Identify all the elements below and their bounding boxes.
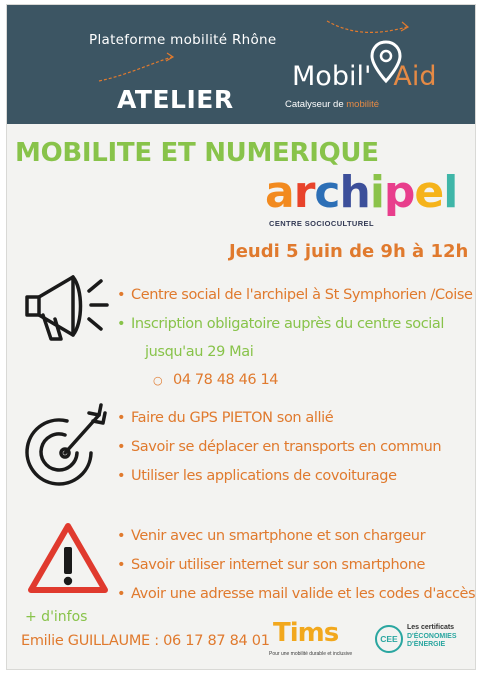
cee-line-3: D'ÉNERGIE <box>407 641 446 648</box>
archipel-letter: a <box>265 167 294 218</box>
email-text: Avoir une adresse mail valide et les codes d'accès <box>131 586 476 602</box>
list-item-gps: • Faire du GPS PIETON son allié <box>117 410 334 426</box>
main-title: MOBILITE ET NUMERIQUE <box>15 138 379 168</box>
list-item-covoiturage: • Utiliser les applications de covoiturage <box>117 468 397 484</box>
transports-text: Savoir se déplacer en transports en commun <box>131 439 442 455</box>
archipel-letter: i <box>369 167 384 218</box>
logo-tagline <box>285 99 379 110</box>
more-info-label: + d'infos <box>25 609 88 625</box>
archipel-letter: c <box>314 167 340 218</box>
gps-text: Faire du GPS PIETON son allié <box>131 410 334 426</box>
archipel-letter: r <box>293 167 315 218</box>
list-item-internet: • Savoir utiliser internet sur son smartphone <box>117 557 426 573</box>
archipel-subtitle: CENTRE SOCIOCULTUREL <box>269 219 374 228</box>
logo-tagline-b: mobilité <box>346 99 380 110</box>
archipel-logo <box>265 167 458 218</box>
list-item-inscription: • Inscription obligatoire auprès du centre social <box>117 316 445 332</box>
list-item-transports: • Savoir se déplacer en transports en commun <box>117 439 442 455</box>
smartphone-text: Venir avec un smartphone et son chargeur <box>131 528 426 544</box>
event-date: Jeudi 5 juin de 9h à 12h <box>229 241 469 262</box>
logo-aid-text: Aid <box>393 61 437 92</box>
cee-logo-text <box>407 624 471 650</box>
warning-icon <box>25 520 111 598</box>
logo-tagline-a: Catalyseur de <box>285 99 347 110</box>
location-text: Centre social de l'archipel à St Symphorien /Coise <box>131 287 473 303</box>
contact-line: Emilie GUILLAUME : 06 17 87 84 01 <box>21 633 270 649</box>
list-item-email: • Avoir une adresse mail valide et les codes d'accès <box>117 586 476 602</box>
target-arrow-icon <box>21 399 113 491</box>
megaphone-icon <box>21 267 113 347</box>
list-item-smartphone: • Venir avec un smartphone et son chargeur <box>117 528 426 544</box>
list-item-phone: ○ 04 78 48 46 14 <box>153 372 279 388</box>
poster <box>6 4 476 670</box>
archipel-letter: e <box>414 167 444 218</box>
phone-text: 04 78 48 46 14 <box>173 372 279 388</box>
inscription-deadline: jusqu'au 29 Mai <box>145 344 254 360</box>
header-banner <box>7 5 475 124</box>
atelier-label: ATELIER <box>117 85 234 114</box>
mobilaid-logo <box>292 61 437 92</box>
platform-title: Plateforme mobilité Rhône <box>89 32 277 48</box>
archipel-letter: l <box>443 167 458 218</box>
logo-mobil-text: Mobil' <box>292 61 372 92</box>
tims-logo: Tims <box>273 618 339 648</box>
cee-line-2: D'ÉCONOMIES <box>407 632 457 640</box>
archipel-letter: p <box>383 167 415 218</box>
list-item-location: • Centre social de l'archipel à St Symphorien /Coise <box>117 287 473 303</box>
archipel-letter: h <box>339 167 370 218</box>
cee-badge: CEE <box>375 625 403 653</box>
inscription-text: Inscription obligatoire auprès du centre social <box>131 316 445 332</box>
internet-text: Savoir utiliser internet sur son smartphone <box>131 557 426 573</box>
tims-tagline: Pour une mobilité durable et inclusive <box>269 651 353 657</box>
cee-line-1: Les certificats <box>407 624 455 631</box>
covoiturage-text: Utiliser les applications de covoiturage <box>131 468 397 484</box>
